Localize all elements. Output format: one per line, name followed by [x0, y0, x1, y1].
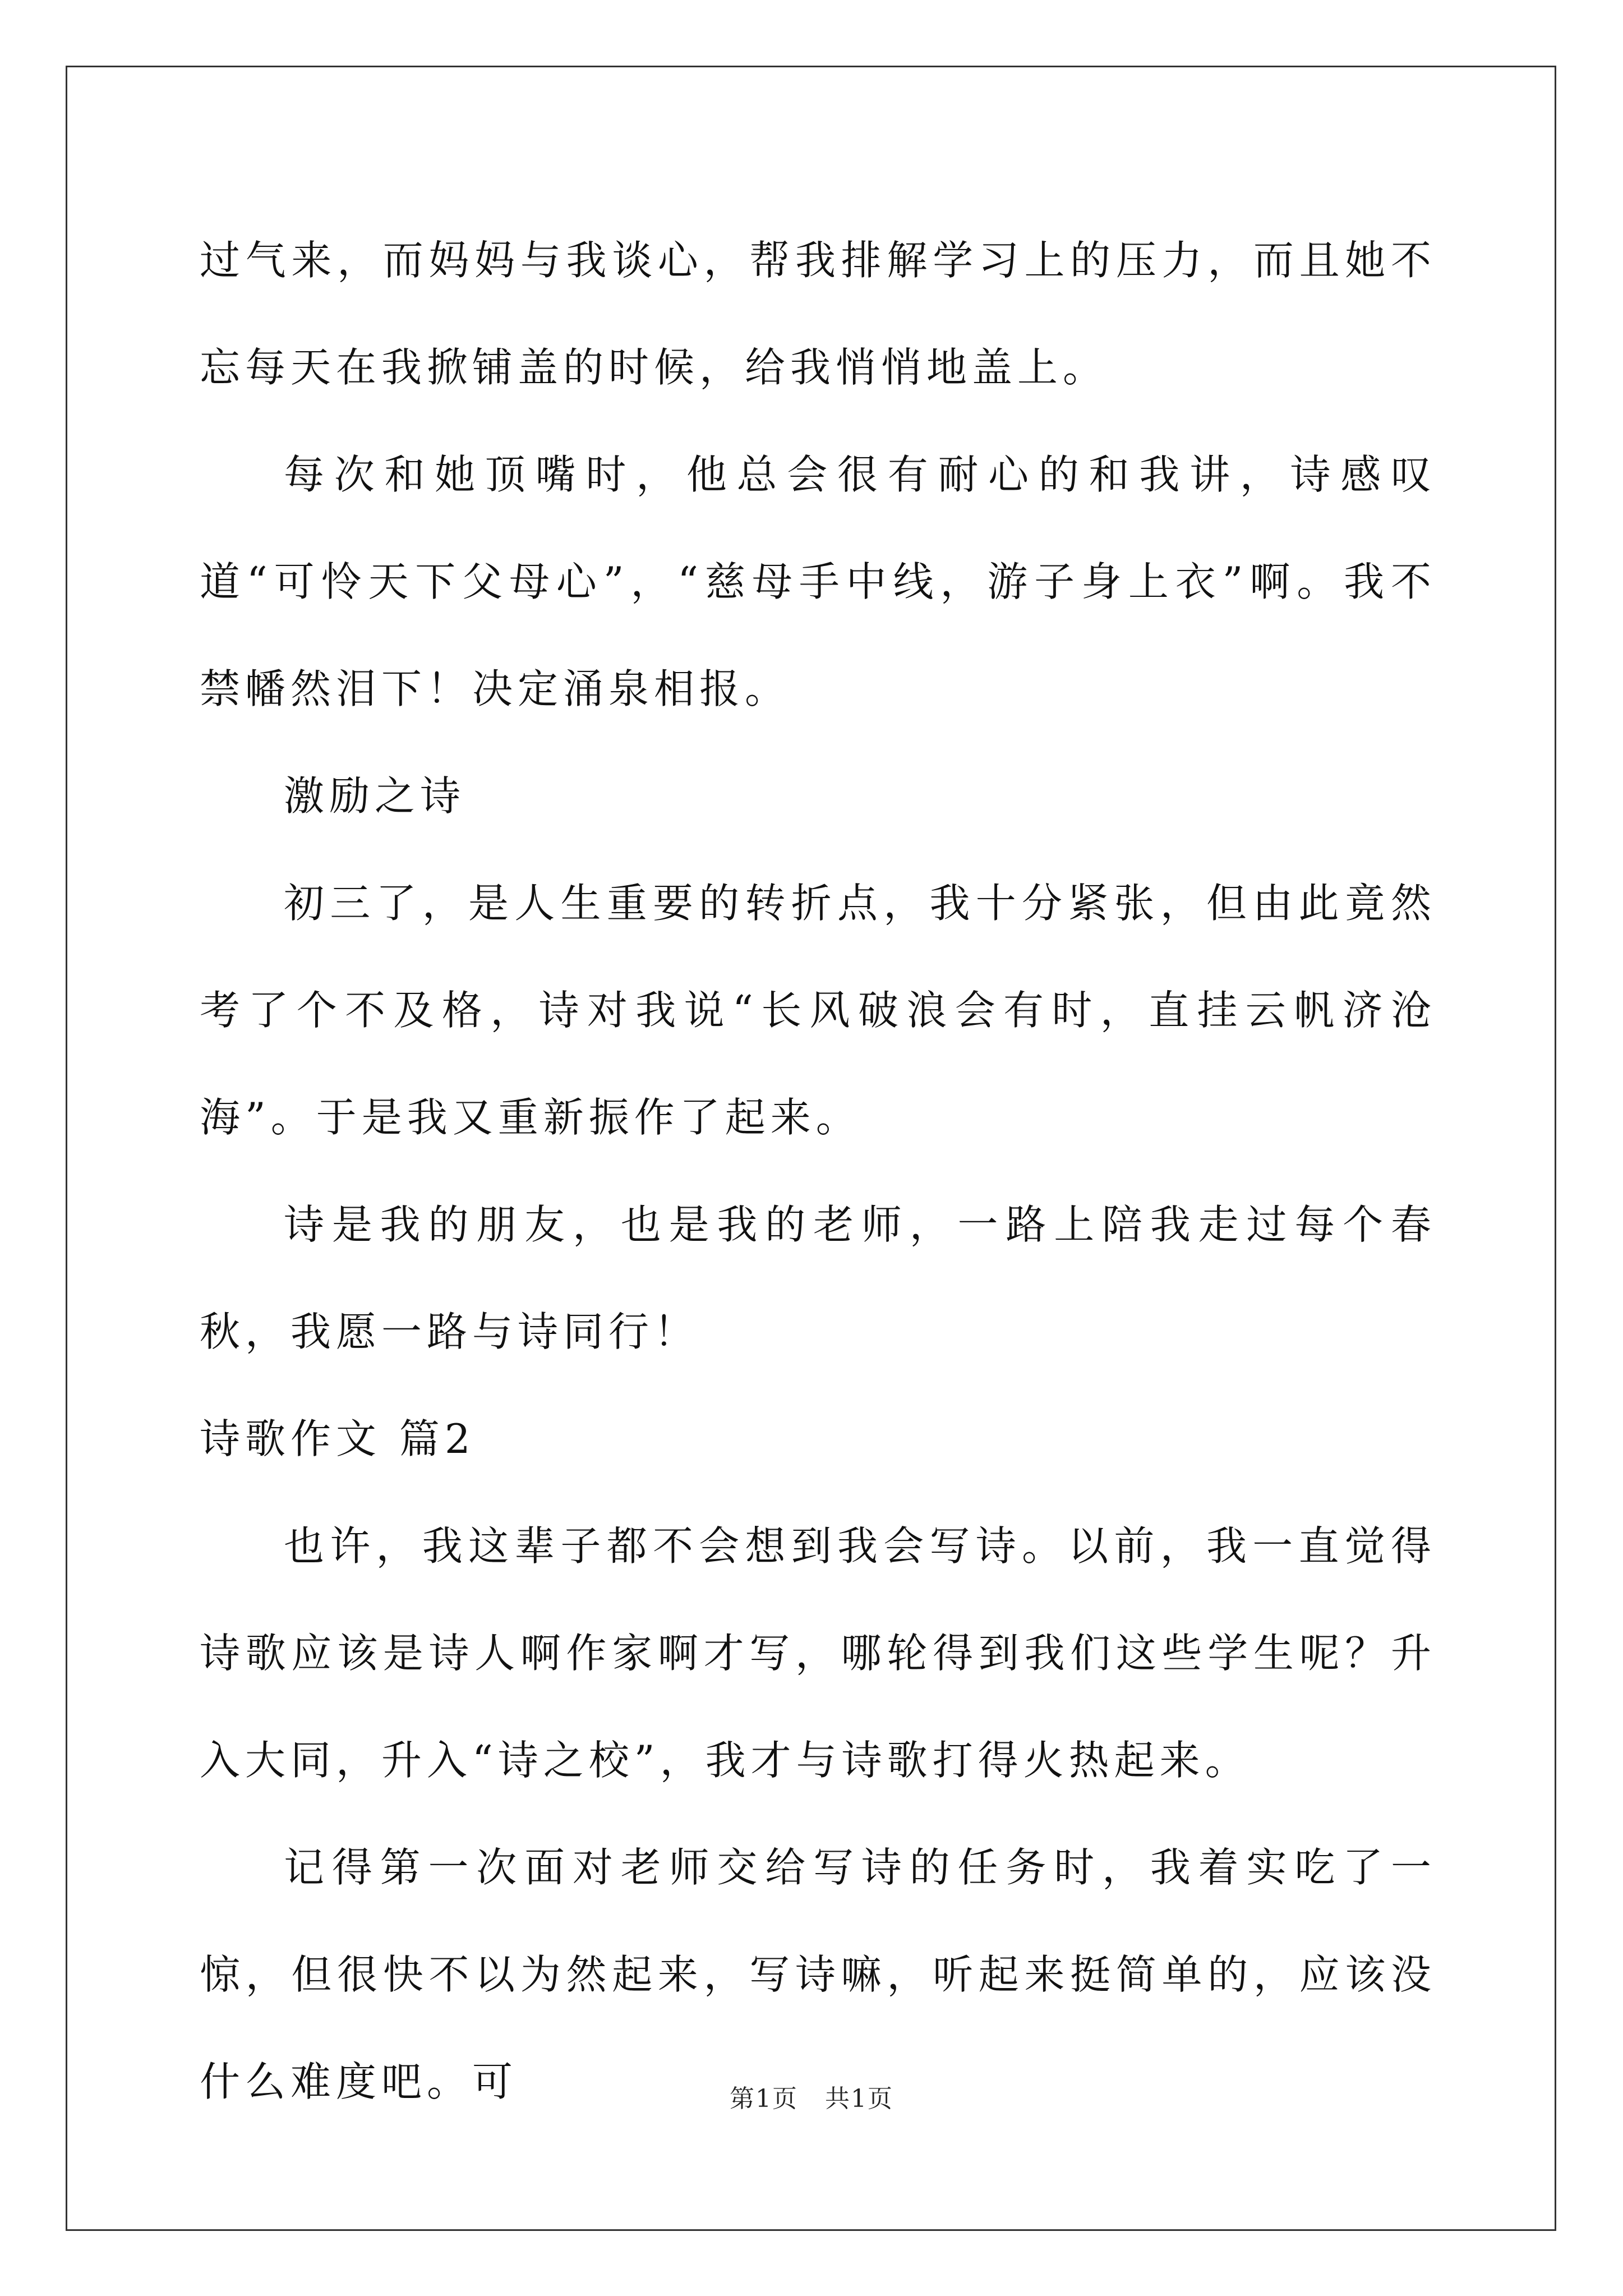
paragraph-6: 记得第一次面对老师交给写诗的任务时，我着实吃了一惊，但很快不以为然起来，写诗嘛，听起来挺简单的，应该没什么难度吧。可 [200, 1844, 1436, 2105]
paragraph-4: 诗是我的朋友，也是我的老师，一路上陪我走过每个春秋，我愿一路与诗同行！ [200, 1201, 1436, 1355]
paragraph-5: 也许，我这辈子都不会想到我会写诗。以前，我一直觉得诗歌应该是诗人啊作家啊才写，哪轮得到我们这些学生呢？升入大同，升入“诗之校”，我才与诗歌打得火热起来。 [200, 1522, 1436, 1784]
document-body [200, 207, 1436, 2136]
paragraph-3: 初三了，是人生重要的转折点，我十分紧张，但由此竟然考了个不及格，诗对我说“长风破浪会有时，直挂云帆济沧海”。于是我又重新振作了起来。 [200, 880, 1436, 1141]
page-number-footer: 第1页 共1页 [730, 2085, 893, 2113]
section-heading: 诗歌作文 篇2 [200, 1415, 476, 1462]
paragraph-2: 每次和她顶嘴时，他总会很有耐心的和我讲，诗感叹道“可怜天下父母心”，“慈母手中线，游子身上衣”啊。我不禁幡然泪下！决定涌泉相报。 [200, 451, 1436, 712]
paragraph-1: 过气来，而妈妈与我谈心，帮我排解学习上的压力，而且她不忘每天在我掀铺盖的时候，给我悄悄地盖上。 [200, 237, 1436, 391]
subheading-inspiration-poem: 激励之诗 [284, 772, 466, 820]
